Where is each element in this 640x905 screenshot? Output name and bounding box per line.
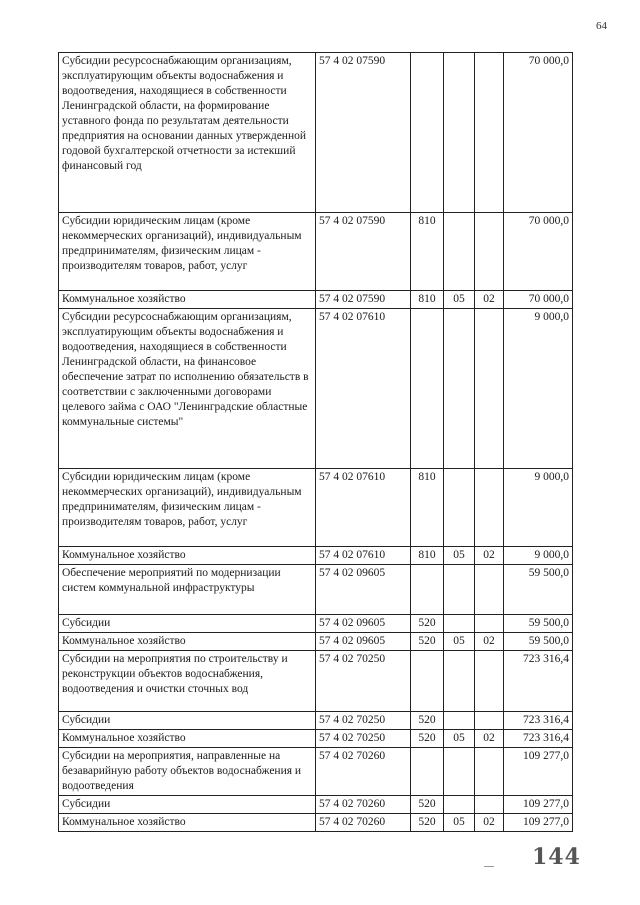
row-subsection bbox=[475, 53, 504, 213]
row-subsection: 02 bbox=[475, 730, 504, 748]
row-subsection: 02 bbox=[475, 547, 504, 565]
table-row bbox=[59, 615, 573, 633]
page-number: 64 bbox=[596, 20, 607, 32]
row-name: Коммунальное хозяйство bbox=[59, 814, 316, 832]
row-code: 57 4 02 09605 bbox=[316, 615, 411, 633]
table-row bbox=[59, 291, 573, 309]
row-subsection bbox=[475, 615, 504, 633]
row-name: Субсидии ресурсоснабжающим организациям, эксплуатирующим объекты водоснабжения и водоотведения, находящиеся в собственности Ленинградской области, на формирование уставного фонда по результатам деятельности предприятия на основании данных утвержденной годовой бухгалтерской отчетности за истекший финансовый год bbox=[59, 53, 316, 213]
row-name: Коммунальное хозяйство bbox=[59, 547, 316, 565]
row-section bbox=[444, 796, 475, 814]
row-sum: 109 277,0 bbox=[504, 796, 573, 814]
row-expense-type: 520 bbox=[411, 615, 444, 633]
row-section: 05 bbox=[444, 547, 475, 565]
table-row bbox=[59, 712, 573, 730]
row-subsection bbox=[475, 712, 504, 730]
row-name: Субсидии юридическим лицам (кроме некоммерческих организаций), индивидуальным предпринимателям, физическим лицам - производителям товаров, работ, услуг bbox=[59, 469, 316, 547]
table-row bbox=[59, 547, 573, 565]
row-section bbox=[444, 712, 475, 730]
archive-stamp-number: 144 bbox=[532, 844, 581, 870]
row-code: 57 4 02 70260 bbox=[316, 796, 411, 814]
table-row bbox=[59, 730, 573, 748]
row-section bbox=[444, 615, 475, 633]
row-subsection bbox=[475, 565, 504, 615]
row-subsection: 02 bbox=[475, 291, 504, 309]
row-section: 05 bbox=[444, 291, 475, 309]
row-section: 05 bbox=[444, 814, 475, 832]
row-name: Коммунальное хозяйство bbox=[59, 291, 316, 309]
row-section bbox=[444, 469, 475, 547]
row-expense-type bbox=[411, 748, 444, 796]
row-expense-type bbox=[411, 309, 444, 469]
row-section: 05 bbox=[444, 730, 475, 748]
row-section bbox=[444, 53, 475, 213]
row-section bbox=[444, 748, 475, 796]
row-name: Субсидии bbox=[59, 712, 316, 730]
row-subsection bbox=[475, 796, 504, 814]
row-code: 57 4 02 70250 bbox=[316, 712, 411, 730]
row-expense-type bbox=[411, 53, 444, 213]
row-subsection bbox=[475, 748, 504, 796]
row-expense-type: 810 bbox=[411, 547, 444, 565]
row-name: Субсидии bbox=[59, 615, 316, 633]
row-expense-type: 520 bbox=[411, 712, 444, 730]
row-expense-type: 810 bbox=[411, 291, 444, 309]
row-code: 57 4 02 70250 bbox=[316, 651, 411, 712]
row-name: Субсидии на мероприятия по строительству и реконструкции объектов водоснабжения, водоотведения и очистки сточных вод bbox=[59, 651, 316, 712]
row-expense-type: 810 bbox=[411, 213, 444, 291]
row-code: 57 4 02 09605 bbox=[316, 633, 411, 651]
row-subsection bbox=[475, 309, 504, 469]
table-row bbox=[59, 748, 573, 796]
row-section bbox=[444, 309, 475, 469]
row-section bbox=[444, 213, 475, 291]
row-name: Обеспечение мероприятий по модернизации систем коммунальной инфраструктуры bbox=[59, 565, 316, 615]
row-subsection: 02 bbox=[475, 633, 504, 651]
row-subsection: 02 bbox=[475, 814, 504, 832]
row-name: Субсидии bbox=[59, 796, 316, 814]
row-name: Субсидии ресурсоснабжающим организациям, эксплуатирующим объекты водоснабжения и водоотведения, находящиеся в собственности Ленинградской области, на финансовое обеспечение затрат по исполнению обязательств в соответствии с заключенными договорами целевого займа с ОАО "Ленинградские областные коммунальные системы" bbox=[59, 309, 316, 469]
row-expense-type: 520 bbox=[411, 814, 444, 832]
table-row bbox=[59, 633, 573, 651]
row-sum: 9 000,0 bbox=[504, 309, 573, 469]
table-row bbox=[59, 565, 573, 615]
row-subsection bbox=[475, 469, 504, 547]
row-sum: 9 000,0 bbox=[504, 469, 573, 547]
row-expense-type bbox=[411, 565, 444, 615]
row-code: 57 4 02 70260 bbox=[316, 748, 411, 796]
table-row bbox=[59, 814, 573, 832]
table-row bbox=[59, 309, 573, 469]
row-expense-type: 520 bbox=[411, 633, 444, 651]
row-sum: 109 277,0 bbox=[504, 748, 573, 796]
row-name: Субсидии юридическим лицам (кроме некоммерческих организаций), индивидуальным предпринимателям, физическим лицам - производителям товаров, работ, услуг bbox=[59, 213, 316, 291]
row-code: 57 4 02 07610 bbox=[316, 309, 411, 469]
row-expense-type: 810 bbox=[411, 469, 444, 547]
row-section bbox=[444, 651, 475, 712]
row-name: Субсидии на мероприятия, направленные на безаварийную работу объектов водоснабжения и водоотведения bbox=[59, 748, 316, 796]
row-sum: 59 500,0 bbox=[504, 615, 573, 633]
row-code: 57 4 02 07610 bbox=[316, 469, 411, 547]
table-row bbox=[59, 213, 573, 291]
stamp-dash bbox=[484, 866, 494, 867]
row-name: Коммунальное хозяйство bbox=[59, 633, 316, 651]
row-sum: 723 316,4 bbox=[504, 730, 573, 748]
row-code: 57 4 02 07590 bbox=[316, 53, 411, 213]
row-code: 57 4 02 70260 bbox=[316, 814, 411, 832]
row-sum: 9 000,0 bbox=[504, 547, 573, 565]
row-subsection bbox=[475, 213, 504, 291]
row-expense-type: 520 bbox=[411, 730, 444, 748]
row-expense-type bbox=[411, 651, 444, 712]
row-name: Коммунальное хозяйство bbox=[59, 730, 316, 748]
row-code: 57 4 02 70250 bbox=[316, 730, 411, 748]
table-row bbox=[59, 53, 573, 213]
row-sum: 109 277,0 bbox=[504, 814, 573, 832]
row-sum: 59 500,0 bbox=[504, 565, 573, 615]
row-section: 05 bbox=[444, 633, 475, 651]
row-sum: 723 316,4 bbox=[504, 651, 573, 712]
row-code: 57 4 02 07610 bbox=[316, 547, 411, 565]
table-row bbox=[59, 651, 573, 712]
row-sum: 70 000,0 bbox=[504, 213, 573, 291]
row-sum: 70 000,0 bbox=[504, 291, 573, 309]
row-expense-type: 520 bbox=[411, 796, 444, 814]
row-code: 57 4 02 07590 bbox=[316, 213, 411, 291]
row-code: 57 4 02 09605 bbox=[316, 565, 411, 615]
row-subsection bbox=[475, 651, 504, 712]
row-sum: 59 500,0 bbox=[504, 633, 573, 651]
row-code: 57 4 02 07590 bbox=[316, 291, 411, 309]
budget-table bbox=[58, 52, 573, 832]
table-row bbox=[59, 469, 573, 547]
row-section bbox=[444, 565, 475, 615]
row-sum: 723 316,4 bbox=[504, 712, 573, 730]
row-sum: 70 000,0 bbox=[504, 53, 573, 213]
table-row bbox=[59, 796, 573, 814]
